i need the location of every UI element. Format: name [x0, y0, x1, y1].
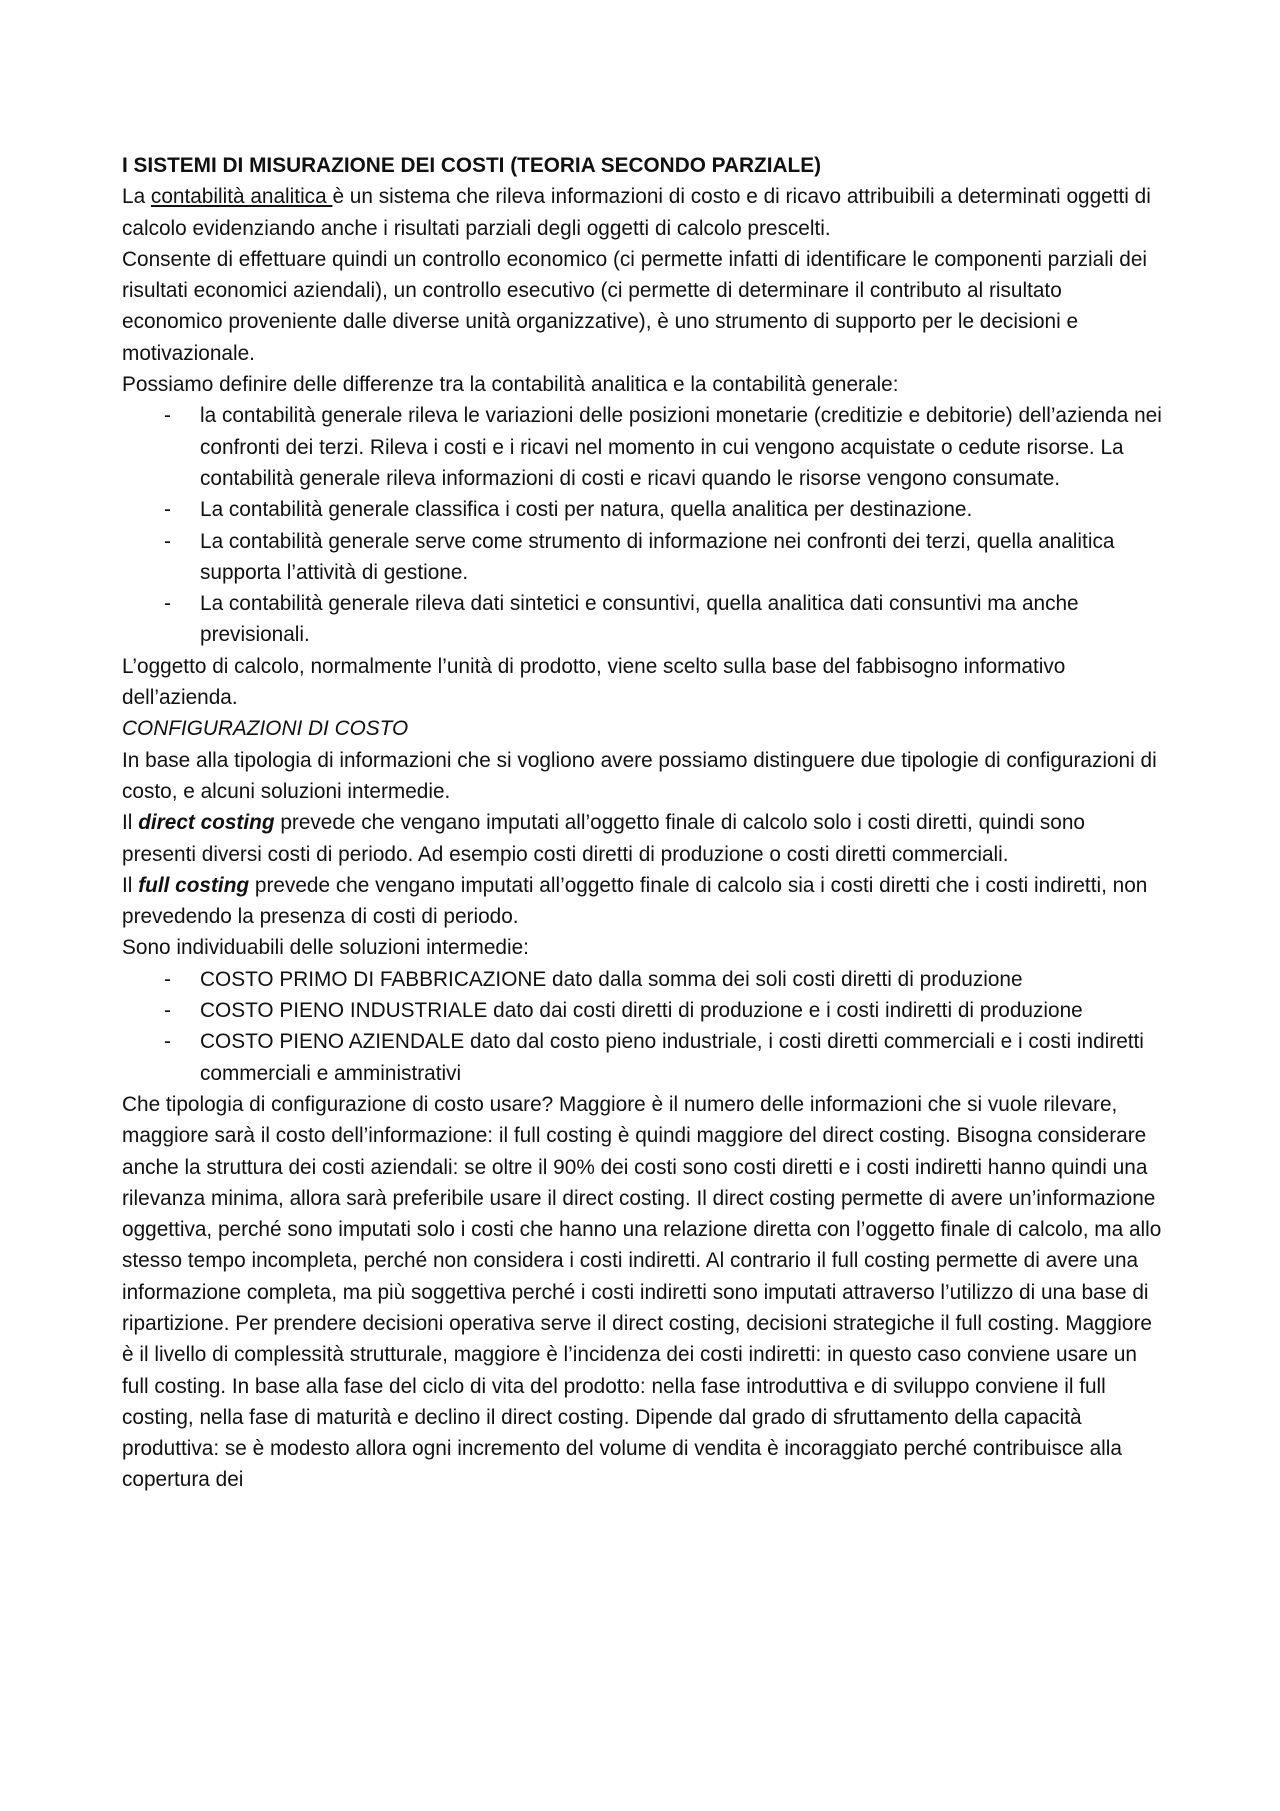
intro-pre: La — [122, 185, 151, 209]
list-item — [122, 526, 1162, 589]
paragraph-full-costing — [122, 870, 1162, 933]
list-item-text: La contabilità generale classifica i costi per natura, quella analitica per destinazione. — [200, 498, 973, 522]
page-title: I SISTEMI DI MISURAZIONE DEI COSTI (TEORIA SECONDO PARZIALE) — [122, 154, 822, 177]
list-item-text: La contabilità generale rileva dati sintetici e consuntivi, quella analitica dati consuntivi ma anche previsionali. — [200, 592, 1079, 647]
section-heading: CONFIGURAZIONI DI COSTO — [122, 717, 409, 741]
document-page — [122, 150, 1162, 1496]
dash-bullet: - — [164, 1030, 171, 1054]
list-item — [122, 400, 1162, 494]
full-post: prevede che vengano imputati all’oggetto finale di calcolo sia i costi diretti che i costi indiretti, non prevedendo la presenza di costi di periodo. — [122, 873, 1148, 929]
paragraph-finale: Che tipologia di configurazione di costo usare? Maggiore è il numero delle informazioni che si vuole rilevare, maggiore sarà il costo dell’informazione: il full costing è quindi maggiore del direct costing. Bisogna considerare anche la struttura dei costi aziendali: se oltre il 90% dei costi sono costi diretti e i costi indiretti hanno quindi una rilevanza minima, allora sarà preferibile usare il direct costing. Il direct costing permette di avere un’informazione oggettiva, perché sono imputati solo i costi che hanno una relazione diretta con l’oggetto finale di calcolo, ma allo stesso tempo incompleta, perché non considera i costi indiretti. Al contrario il full costing permette di avere una informazione completa, ma più soggettiva perché i costi indiretti sono imputati attraverso l’utilizzo di una base di ripartizione. Per prendere decisioni operativa serve il direct costing, decisioni strategiche il full costing. Maggiore è il livello di complessità strutturale, maggiore è l’incidenza dei costi indiretti: in questo caso conviene usare un full costing. In base alla fase del ciclo di vita del prodotto: nella fase introduttiva e di sviluppo conviene il full costing, nella fase di maturità e declino il direct costing. Dipende dal grado di sfruttamento della capacità produttiva: se è modesto allora ogni incremento del volume di vendita è incoraggiato perché contribuisce alla copertura dei — [122, 1092, 1162, 1492]
list-item-text: COSTO PRIMO DI FABBRICAZIONE dato dalla somma dei soli costi diretti di produzione — [200, 967, 1023, 991]
direct-post: prevede che vengano imputati all’oggetto finale di calcolo solo i costi diretti, quindi sono presenti diversi costi di periodo. Ad esempio costi diretti di produzione o costi diretti commerciali. — [122, 811, 1085, 866]
list-item-text: COSTO PIENO AZIENDALE dato dal costo pieno industriale, i costi diretti commerciali e i costi indiretti commerciali e amministrativi — [200, 1030, 1144, 1085]
list-item — [122, 995, 1162, 1026]
dash-bullet: - — [164, 967, 171, 991]
list-soluzioni — [122, 964, 1162, 1089]
paragraph-controllo: Consente di effettuare quindi un controllo economico (ci permette infatti di identificare le componenti parziali dei risultati economici aziendali), un controllo esecutivo (ci permette di determinare il contributo al risultato economico proveniente dalle diverse unità organizzative), è uno strumento di supporto per le decisioni e motivazionale. — [122, 247, 1148, 365]
dash-bullet: - — [164, 498, 171, 522]
list-item — [122, 588, 1162, 651]
dash-bullet: - — [164, 529, 171, 553]
list-item-text: la contabilità generale rileva le variazioni delle posizioni monetarie (creditizie e debitorie) dell’azienda nei confronti dei terzi. Rileva i costi e i ricavi nel momento in cui vengono acquistate o cedute risorse. La contabilità generale rileva informazioni di costi e ricavi quando le risorse vengono consumate. — [200, 404, 1162, 490]
list-item — [122, 964, 1162, 995]
paragraph-direct-costing — [122, 807, 1162, 870]
list-differenze — [122, 400, 1162, 650]
full-pre: Il — [122, 873, 139, 897]
intro-underlined-term: contabilità analitica — [150, 185, 333, 209]
paragraph-soluzioni: Sono individuabili delle soluzioni intermedie: — [122, 936, 529, 960]
list-item — [122, 494, 1162, 525]
dash-bullet: - — [164, 999, 171, 1023]
list-item-text: COSTO PIENO INDUSTRIALE dato dai costi diretti di produzione e i costi indiretti di produzione — [200, 999, 1083, 1023]
direct-costing-term: direct costing — [138, 811, 275, 835]
list-item-text: La contabilità generale serve come strumento di informazione nei confronti dei terzi, quella analitica supporta l’attività di gestione. — [200, 529, 1115, 584]
intro-post: è un sistema che rileva informazioni di costo e di ricavo attribuibili a determinati oggetti di calcolo evidenziando anche i risultati parziali degli oggetti di calcolo prescelti. — [122, 185, 1151, 240]
paragraph-tipologie: In base alla tipologia di informazioni che si vogliono avere possiamo distinguere due tipologie di configurazioni di costo, e alcuni soluzioni intermedie. — [122, 748, 1157, 803]
paragraph-oggetto: L’oggetto di calcolo, normalmente l’unità di prodotto, viene scelto sulla base del fabbisogno informativo dell’azienda. — [122, 654, 1066, 710]
full-costing-term: full costing — [138, 873, 250, 897]
direct-pre: Il — [122, 811, 139, 835]
dash-bullet: - — [164, 592, 171, 616]
intro-paragraph — [122, 181, 1162, 244]
dash-bullet: - — [164, 404, 171, 428]
paragraph-differenze: Possiamo definire delle differenze tra la contabilità analitica e la contabilità generale: — [122, 373, 899, 397]
list-item — [122, 1026, 1162, 1089]
